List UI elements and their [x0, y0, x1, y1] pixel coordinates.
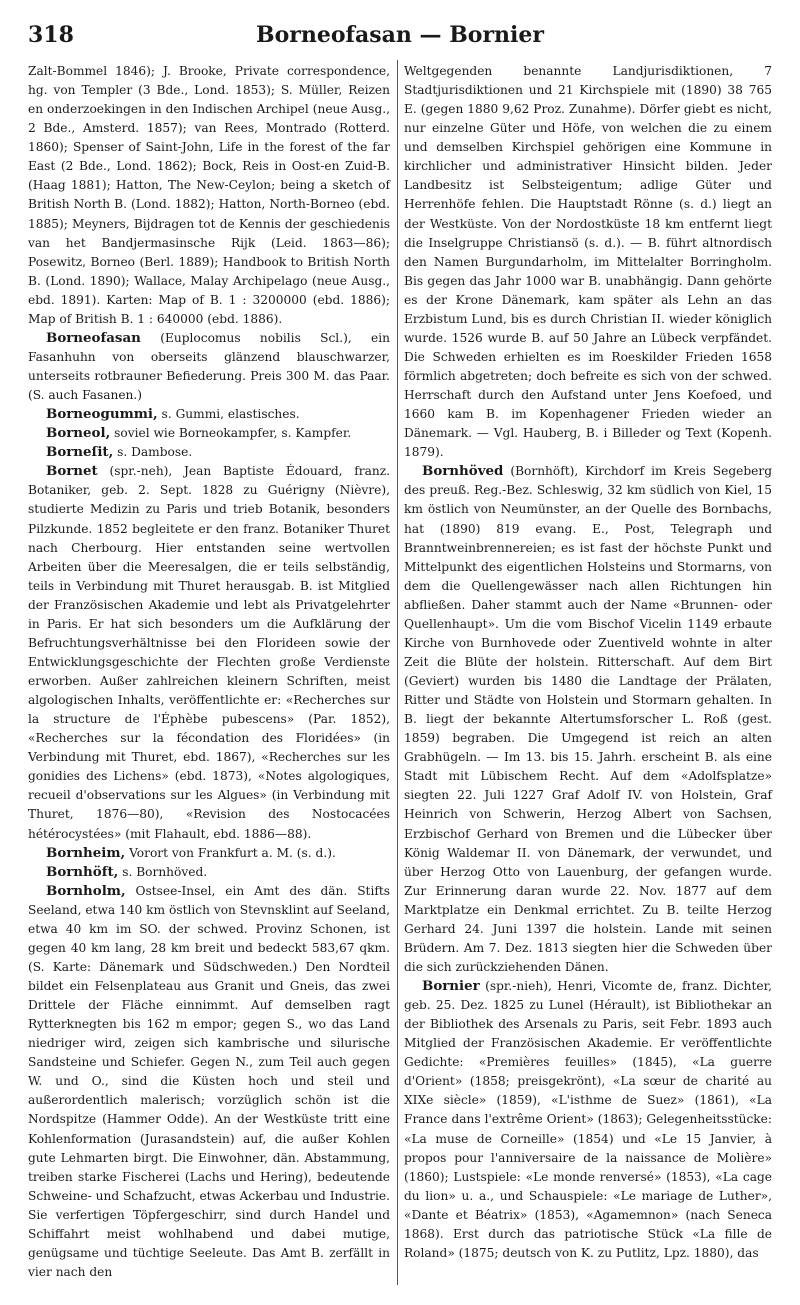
article-entry [28, 62, 390, 329]
entry-text: Weltgegenden benannte Landjurisdiktionen, 7 Stadtjurisdiktionen und 21 Kirchspiele mit (1890) 38 765 E. (gegen 1880 9,62 Proz. Zunahme). Dörfer giebt es nicht, nur einzelne Güter und Höfe, von welchen die zu einem und demselben Kirchspiel gehörigen eine Kommune in kirchlicher und administrativer Hinsicht bilden. Jeder Landbesitz ist Selbsteigentum; adlige Güter und Herrenhöfe fehlen. Die Hauptstadt Rönne (s. d.) liegt an der Westküste. Von der Nordostküste 18 km entfernt liegt die Inselgruppe Christiansö (s. d.). — B. führt altnordisch den Namen Burgundarholm, im Mittelalter Borringholm. Bis gegen das Jahr 1000 war B. unabhängig. Dann gehörte es der Krone Dänemark, kam später als Lehn an das Erzbistum Lund, bis es durch Christian II. wieder königlich wurde. 1526 wurde B. auf 50 Jahre an Lübeck verpfändet. Die Schweden erhielten es im Roeskilder Frieden 1658 förmlich abgetreten; doch befreite es sich von der schwed. Herrschaft durch den Aufstand unter Jens Koefoed, und 1660 kam B. im Kopenhagener Frieden wieder an Dänemark. — Vgl. Hauberg, B. i Billeder og Text (Kopenh. 1879). [404, 64, 772, 460]
entry-headword: Bornet [46, 463, 98, 480]
page-header [28, 22, 772, 52]
article-entry [28, 424, 390, 443]
entry-headword: Borneogummi, [46, 406, 158, 423]
article-entry [404, 62, 772, 462]
entry-text: s. Bornhöved. [118, 864, 208, 879]
article-entry [28, 462, 390, 843]
entry-headword: Bornholm, [46, 882, 126, 899]
page-number: 318 [28, 22, 74, 48]
article-entry [28, 443, 390, 462]
entry-text: s. Gummi, elastisches. [157, 407, 300, 422]
article-entry [28, 405, 390, 424]
entry-text: (Bornhöft), Kirchdorf im Kreis Segeberg des preuß. Reg.-Bez. Schleswig, 32 km südlich von Kiel, 15 km östlich von Neumünster, an der Quelle des Bornbachs, hat (1890) 819 evang. E., Post, Telegraph und Branntweinbrennereien; es ist fast der höchste Punkt und Mittelpunkt des eigentlichen Holsteins und Stormarns, von dem die Quellengewässer nach allen Richtungen hin abfließen. Daher stammt auch der Name «Brunnen- oder Quellenhaupt». Um die vom Bischof Vicelin 1149 erbaute Kirche von Burnhovede oder Zuentiveld wohnte in alter Zeit die Blüte der holstein. Ritterschaft. Auf dem Birt (Geviert) wurden bis 1480 die Landtage der Prälaten, Ritter und Städte von Holstein und Stormarn gehalten. In B. liegt der bekannte Altertumsforscher L. Roß (gest. 1859) begraben. Die Umgegend ist reich an alten Grabhügeln. — Im 13. bis 15. Jahrh. erscheint B. als eine Stadt mit Lübischem Recht. Auf dem «Adolfsplatze» siegten 22. Juli 1227 Graf Adolf IV. von Holstein, Graf Heinrich von Schwerin, Herzog Albert von Sachsen, Erzbischof Gerhard von Bremen und die Lübecker über König Waldemar II. von Dänemark, der verwundet, und über Herzog Otto von Lauenburg, der gefangen wurde. Zur Erinnerung daran wurde 22. Nov. 1877 auf dem Marktplatze ein Denkmal errichtet. Zu B. teilte Herzog Gerhard 24. Juni 1397 die holstein. Lande mit seinen Brüdern. Am 7. Dez. 1813 siegten hier die Schweden über die sich zurückziehenden Dänen. [404, 464, 772, 974]
entry-headword: Borneofasan [46, 329, 141, 346]
entry-text: soviel wie Borneokampfer, s. Kampfer. [110, 426, 352, 441]
column-divider [397, 60, 398, 1285]
running-title: Borneofasan — Bornier [256, 22, 544, 48]
entry-text: (spr.-nieh), Henri, Vicomte de, franz. Dichter, geb. 25. Dez. 1825 zu Lunel (Hérault), ist Bibliothekar an der Bibliothek des Arsenals zu Paris, seit Febr. 1893 auch Mitglied der Französischen Akademie. Er veröffentlichte Gedichte: «Premières feuilles» (1845), «La guerre d'Orient» (1858; preisgekrönt), «La sœur de charité au XIXe siècle» (1859), «L'isthme de Suez» (1861), «La France dans l'extrême Orient» (1863); Gelegenheitsstücke: «La muse de Corneille» (1854) und «Le 15 Janvier, à propos pour l'anniversaire de la naissance de Molière» (1860); Lustspiele: «Le monde renversé» (1853), «La cage du lion» u. a., und Schauspiele: «Le mariage de Luther», «Dante et Béatrix» (1853), «Agamemnon» (nach Seneca 1868). Erst durch das patriotische Stück «La fille de Roland» (1875; deutsch von K. zu Putlitz, Lpz. 1880), das [404, 979, 772, 1260]
article-entry [404, 977, 772, 1263]
entry-headword: Bornier [422, 978, 480, 994]
entry-headword: Borneol, [46, 425, 111, 442]
entry-text: (Euplocomus nobilis Scl.), ein Fasanhuhn von oberseits glänzend blauschwarzer, unterseits rotbrauner Befiederung. Preis 300 M. das Paar. (S. auch Fasanen.) [28, 330, 390, 403]
right-column [404, 62, 772, 1263]
article-entry [28, 844, 390, 863]
article-entry [404, 462, 772, 977]
entry-headword: Bornhöved [422, 463, 504, 480]
left-column [28, 62, 390, 1282]
entry-text: (spr.-neh), Jean Baptiste Édouard, franz. Botaniker, geb. 2. Sept. 1828 zu Guérigny (Nièvre), studierte Medizin zu Paris und trieb Botanik, besonders Pilzkunde. 1852 begleitete er den franz. Botaniker Thuret nach Cherbourg. Hier entstanden seine wertvollen Arbeiten über die Meeresalgen, die er teils selbständig, teils in Verbindung mit Thuret herausgab. B. ist Mitglied der Französischen Akademie und lebt als Privatgelehrter in Paris. Er hat sich besonders um die Aufklärung der Befruchtungsverhältnisse bei den Florideen sowie der Entwicklungsgeschichte der Flechten große Verdienste erworben. Außer zahlreichen kleinern Schriften, meist algologischen Inhalts, veröffentlichte er: «Recherches sur la structure de l'Éphèbe pubescens» (Par. 1852), «Recherches sur la fécondation des Floridées» (in Verbindung mit Thuret, ebd. 1867), «Recherches sur les gonidies des Lichens» (ebd. 1873), «Notes algologiques, recueil d'observations sur les Algues» (in Verbindung mit Thuret, 1876—80), «Revision des Nostocacées hétérocystées» (mit Flahault, ebd. 1886—88). [28, 464, 390, 841]
entry-headword: Bornhöft, [46, 863, 119, 880]
entry-headword: Borneſit, [46, 444, 114, 461]
article-entry [28, 329, 390, 405]
article-entry [28, 882, 390, 1282]
entry-text: Vorort von Frankfurt a. M. (s. d.). [125, 845, 336, 860]
article-entry [28, 863, 390, 882]
entry-headword: Bornheim, [46, 844, 126, 861]
entry-text: Zalt-Bommel 1846); J. Brooke, Private correspondence, hg. von Templer (3 Bde., Lond. 1853); S. Müller, Reizen en onderzoekingen in den Indischen Archipel (neue Ausg., 2 Bde., Amsterd. 1857); van Rees, Montrado (Rotterd. 1860); Spenser of Saint-John, Life in the forest of the far East (2 Bde., Lond. 1862); Bock, Reis in Oost-en Zuid-B. (Haag 1881); Hatton, The New-Ceylon; being a sketch of British North B. (Lond. 1882); Hatton, North-Borneo (ebd. 1885); Meyners, Bijdragen tot de Kennis der geschiedenis van het Bandjermasinsche Rijk (Leid. 1863—86); Posewitz, Borneo (Berl. 1889); Handbook to British North B. (Lond. 1890); Wallace, Malay Archipelago (neue Ausg., ebd. 1891). Karten: Map of B. 1 : 3200000 (ebd. 1886); Map of British B. 1 : 640000 (ebd. 1886). [28, 64, 390, 326]
entry-text: s. Dambose. [113, 445, 193, 460]
entry-text: Ostsee-Insel, ein Amt des dän. Stifts Seeland, etwa 140 km östlich von Stevnsklint auf Seeland, etwa 40 km im SO. der schwed. Provinz Schonen, ist gegen 40 km lang, 28 km breit und bedeckt 583,67 qkm. (S. Karte: Dänemark und Südschweden.) Den Nordteil bildet ein Felsenplateau aus Granit und Gneis, das zwei Drittele der Fläche einnimmt. Auf demselben ragt Rytterknegten bis 162 m empor; gegen S., wo das Land niedriger wird, zeigen sich kambrische und silurische Sandsteine und Schiefer. Gegen N., zum Teil auch gegen W. und O., sind die Küsten hoch und steil und außerordentlich malerisch; vorzüglich schön ist die Nordspitze (Hammer Odde). An der Westküste tritt eine Kohlenformation (Jurasandstein) auf, die außer Kohlen gute Lehmarten birgt. Die Einwohner, dän. Abstammung, treiben starke Fischerei (Lachs und Hering), bedeutende Schweine- und Schafzucht, etwas Ackerbau und Industrie. Sie verfertigen Töpfergeschirr, sind durch Handel und Schiffahrt meist wohlhabend und dabei mutige, genügsame und tüchtige Seeleute. Das Amt B. zerfällt in vier nach den [28, 883, 390, 1279]
